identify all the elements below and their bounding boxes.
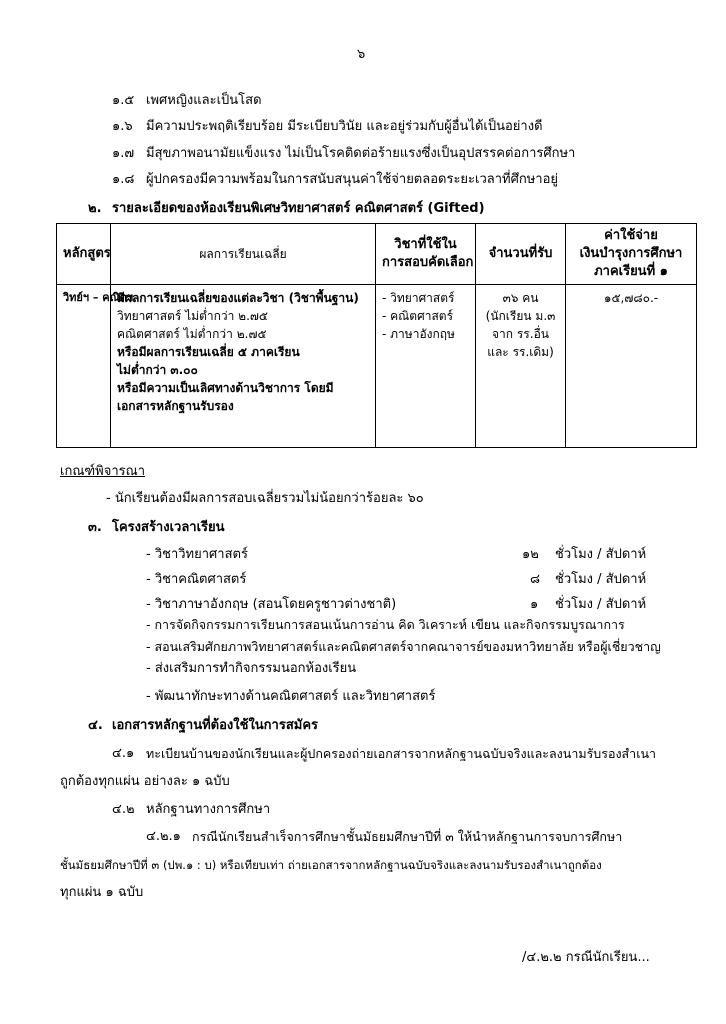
table-row (57, 285, 697, 448)
doc-4-2-1-line-1: กรณีนักเรียนสำเร็จการศึกษาชั้นมัธยมศึกษาปีที่ ๓ ให้นำหลักฐานการจบการศึกษา (192, 829, 623, 844)
section-2-title: รายละเอียดของห้องเรียนพิเศษวิทยาศาสตร์ คณิตศาสตร์ (Gifted) (112, 201, 485, 216)
schedule-line-science: - วิชาวิทยาศาสตร์ (146, 547, 248, 562)
item-1-7-text: มีสุขภาพอนามัยแข็งแรง ไม่เป็นโรคติดต่อร้ายแรงซึ่งเป็นอุปสรรคต่อการศึกษา (146, 146, 576, 161)
criteria-heading: เกณฑ์พิจารณา (60, 464, 145, 479)
cell-gpa: มีผลการเรียนเฉลี่ยของแต่ละวิชา (วิชาพื้นฐาน) วิทยาศาสตร์ ไม่ต่ำกว่า ๒.๗๕ คณิตศาสตร์ ไม่ต่ำกว่า ๒.๗๕ หรือมีผลการเรียนเฉลี่ย ๕ ภาคเรียน ไม่ต่ำกว่า ๓.๐๐ หรือมีความเป็นเลิศทางด้านวิชาการ โดยมี เอกสารหลักฐานรับรอง (111, 285, 376, 448)
doc-4-1-line-1: ทะเบียนบ้านของนักเรียนและผู้ปกครองถ่ายเอกสารจากหลักฐานฉบับจริงและลงนามรับรองสำเนา (146, 746, 657, 761)
item-1-5-number: ๑.๕ (112, 93, 135, 108)
doc-4-2-number: ๔.๒ (112, 802, 135, 817)
criteria-text: - นักเรียนต้องมีผลการสอบเฉลี่ยรวมไม่น้อยกว่าร้อยละ ๖๐ (106, 491, 424, 506)
schedule-line-enrichment: - สอนเสริมศักยภาพวิทยาศาสตร์และคณิตศาสตร์จากคณาจารย์ของมหาวิทยาลัย หรือผู้เชี่ยวชาญ (146, 639, 661, 654)
schedule-unit-english: ชั่วโมง / สัปดาห์ (555, 597, 647, 612)
schedule-unit-math: ชั่วโมง / สัปดาห์ (555, 572, 647, 587)
schedule-hours-english: ๑ (530, 597, 539, 612)
continuation-text: /๔.๒.๒ กรณีนักเรียน... (522, 950, 650, 965)
item-1-8-text: ผู้ปกครองมีความพร้อมในการสนับสนุนค่าใช้จ่ายตลอดระยะเวลาที่ศึกษาอยู่ (146, 172, 559, 187)
table-header-row (57, 224, 697, 285)
schedule-hours-science: ๑๒ (522, 547, 539, 562)
section-4-title: เอกสารหลักฐานที่ต้องใช้ในการสมัคร (112, 718, 319, 733)
doc-4-2-1-line-2: ชั้นมัธยมศึกษาปีที่ ๓ (ปพ.๑ : บ) หรือเทียบเท่า ถ่ายเอกสารจากหลักฐานฉบับจริงและลงนามรับรองสำเนาถูกต้อง (60, 858, 602, 872)
item-1-5-text: เพศหญิงและเป็นโสด (146, 93, 262, 108)
section-2-number: ๒. (88, 201, 102, 216)
item-1-6-number: ๑.๖ (112, 119, 133, 134)
item-1-6-text: มีความประพฤติเรียบร้อย มีระเบียบวินัย และอยู่ร่วมกับผู้อื่นได้เป็นอย่างดี (146, 119, 543, 134)
item-1-7-number: ๑.๗ (112, 146, 135, 161)
gifted-requirements-table (56, 223, 697, 448)
doc-4-1-number: ๔.๑ (112, 746, 135, 761)
schedule-line-activities: - การจัดกิจกรรมการเรียนการสอนเน้นการอ่าน คิด วิเคราะห์ เขียน และกิจกรรมบูรณาการ (146, 617, 625, 632)
page-number: ๖ (357, 47, 366, 62)
schedule-line-math: - วิชาคณิตศาสตร์ (146, 572, 247, 587)
doc-4-1-line-2: ถูกต้องทุกแผ่น อย่างละ ๑ ฉบับ (60, 774, 230, 789)
header-gpa: ผลการเรียนเฉลี่ย (111, 224, 376, 285)
cell-course: วิทย์ฯ – คณิตฯ (57, 285, 111, 448)
schedule-line-outside: - ส่งเสริมการทำกิจกรรมนอกห้องเรียน (146, 661, 357, 676)
doc-4-2-1-number: ๔.๒.๑ (146, 829, 181, 844)
section-3-title: โครงสร้างเวลาเรียน (112, 520, 225, 535)
doc-4-2-1-line-3: ทุกแผ่น ๑ ฉบับ (60, 885, 144, 900)
schedule-line-english: - วิชาภาษาอังกฤษ (สอนโดยครูชาวต่างชาติ) (146, 597, 397, 612)
header-fee: ค่าใช้จ่าย เงินบำรุงการศึกษา ภาคเรียนที่ ๑ (566, 224, 697, 285)
schedule-line-skills: - พัฒนาทักษะทางด้านคณิตศาสตร์ และวิทยาศาสตร์ (146, 689, 436, 704)
cell-seats: ๓๖ คน (นักเรียน ม.๓ จาก รร.อื่น และ รร.เดิม) (476, 285, 566, 448)
header-subjects: วิชาที่ใช้ใน การสอบคัดเลือก (376, 224, 476, 285)
section-3-number: ๓. (88, 520, 102, 535)
doc-4-2-title: หลักฐานทางการศึกษา (146, 802, 271, 817)
header-seats: จำนวนที่รับ (476, 224, 566, 285)
header-course: หลักสูตร (57, 224, 111, 285)
schedule-hours-math: ๘ (530, 572, 541, 587)
section-4-number: ๔. (88, 718, 103, 733)
item-1-8-number: ๑.๘ (112, 172, 135, 187)
cell-subjects: - วิทยาศาสตร์ - คณิตศาสตร์ - ภาษาอังกฤษ (376, 285, 476, 448)
schedule-unit-science: ชั่วโมง / สัปดาห์ (555, 547, 647, 562)
cell-fee: ๑๕,๗๘๐.- (566, 285, 697, 448)
